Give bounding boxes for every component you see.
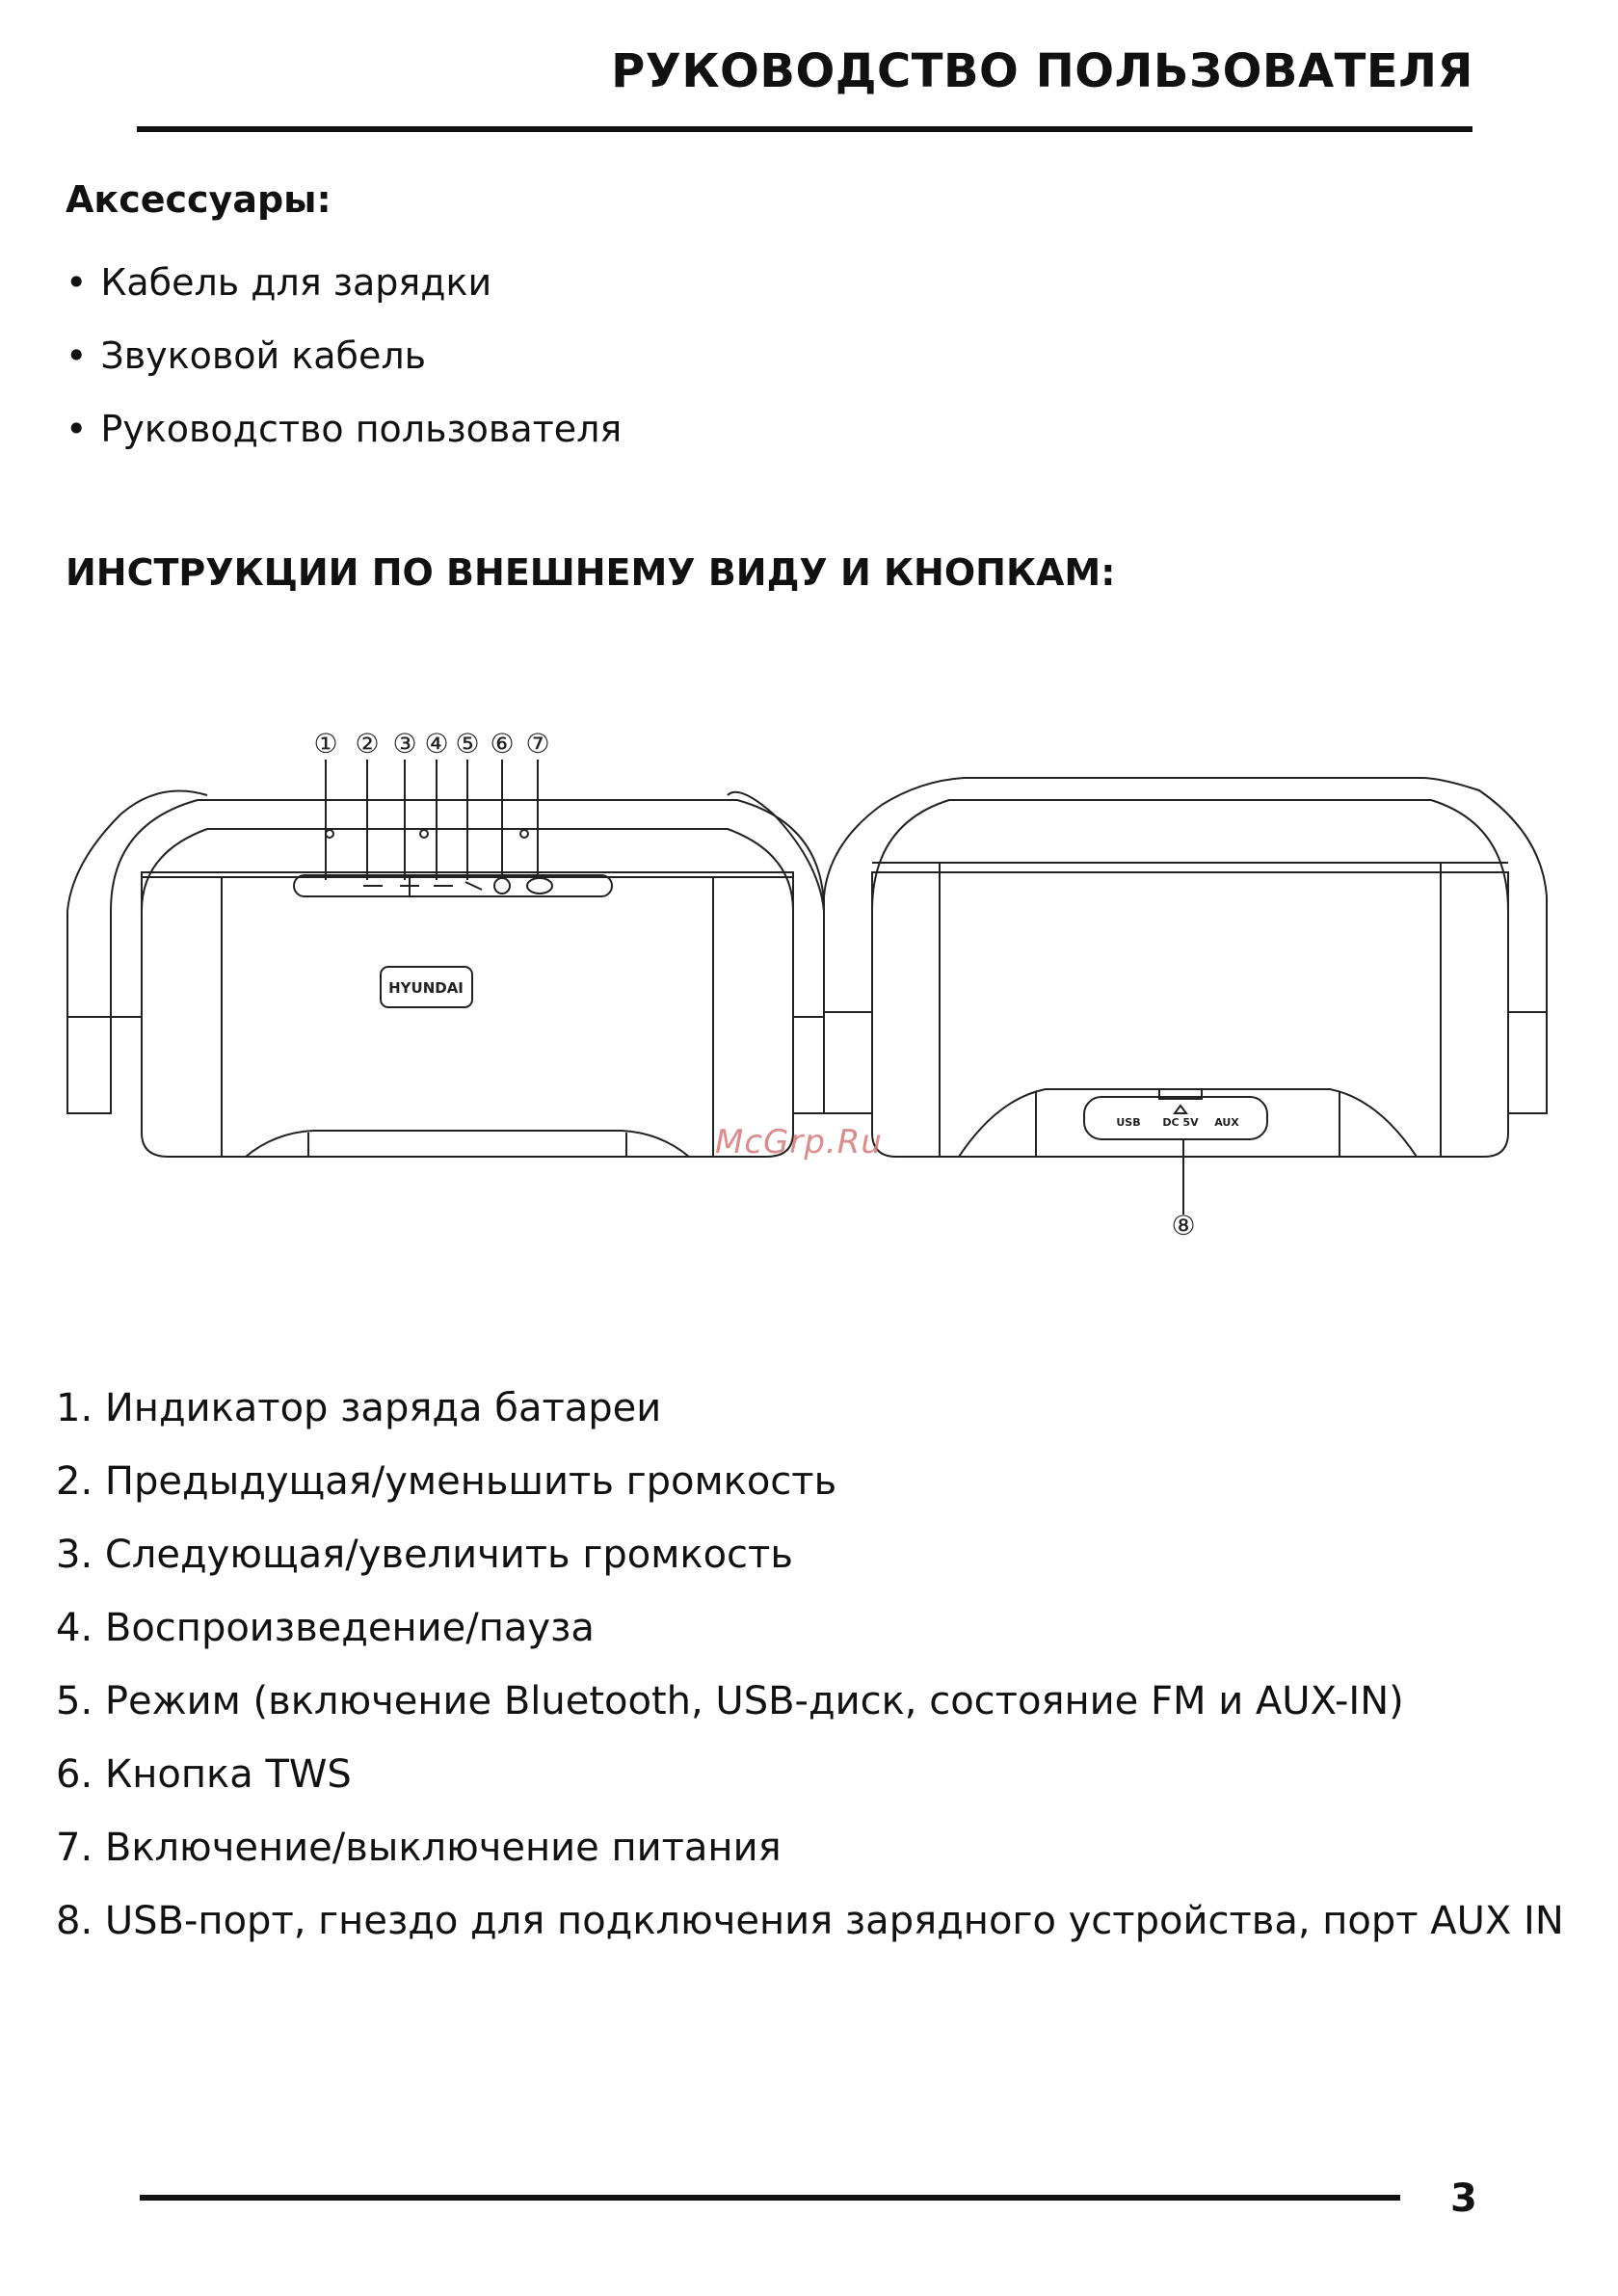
watermark: McGrp.Ru (715, 1123, 883, 1161)
feature-item: 4. Воспроизведение/пауза (56, 1606, 595, 1650)
callout-4: ④ (424, 728, 449, 760)
instructions-heading: ИНСТРУКЦИИ ПО ВНЕШНЕМУ ВИДУ И КНОПКАМ: (66, 551, 1116, 594)
port-label-usb: USB (1116, 1116, 1141, 1129)
accessories-list (66, 246, 622, 466)
speaker-front-view (67, 760, 824, 1157)
feature-item: 2. Предыдущая/уменьшить громкость (56, 1459, 837, 1504)
port-label-aux: AUX (1214, 1116, 1239, 1129)
feature-item: 6. Кнопка TWS (56, 1752, 352, 1797)
callout-2: ② (355, 728, 380, 760)
port-label-dc: DC 5V (1162, 1116, 1199, 1129)
accessory-item: • Руководство пользователя (66, 392, 622, 466)
feature-item: 3. Следующая/увеличить громкость (56, 1533, 793, 1577)
page-number: 3 (1450, 2176, 1477, 2221)
accessory-item: • Кабель для зарядки (66, 246, 622, 319)
callout-7: ⑦ (525, 728, 550, 760)
accessories-heading: Аксессуары: (66, 178, 332, 221)
header-rule (137, 126, 1472, 132)
callout-8: ⑧ (1171, 1210, 1196, 1241)
feature-item: 5. Режим (включение Bluetooth, USB-диск, состояние FM и AUX-IN) (56, 1679, 1404, 1723)
callout-5: ⑤ (455, 728, 480, 760)
callout-3: ③ (392, 728, 417, 760)
page-header-title: РУКОВОДСТВО ПОЛЬЗОВАТЕЛЯ (611, 44, 1473, 98)
features-list (56, 1372, 1564, 1958)
callout-1: ① (313, 728, 338, 760)
footer-rule (140, 2195, 1400, 2201)
brand-logo: HYUNDAI (388, 979, 464, 997)
accessory-item: • Звуковой кабель (66, 319, 622, 392)
speaker-back-view (824, 778, 1547, 1215)
feature-item: 7. Включение/выключение питания (56, 1826, 782, 1870)
feature-item: 8. USB-порт, гнездо для подключения зарядного устройства, порт AUX IN (56, 1899, 1564, 1943)
speaker-diagram (53, 718, 1556, 1253)
callout-6: ⑥ (490, 728, 515, 760)
feature-item: 1. Индикатор заряда батареи (56, 1386, 662, 1430)
